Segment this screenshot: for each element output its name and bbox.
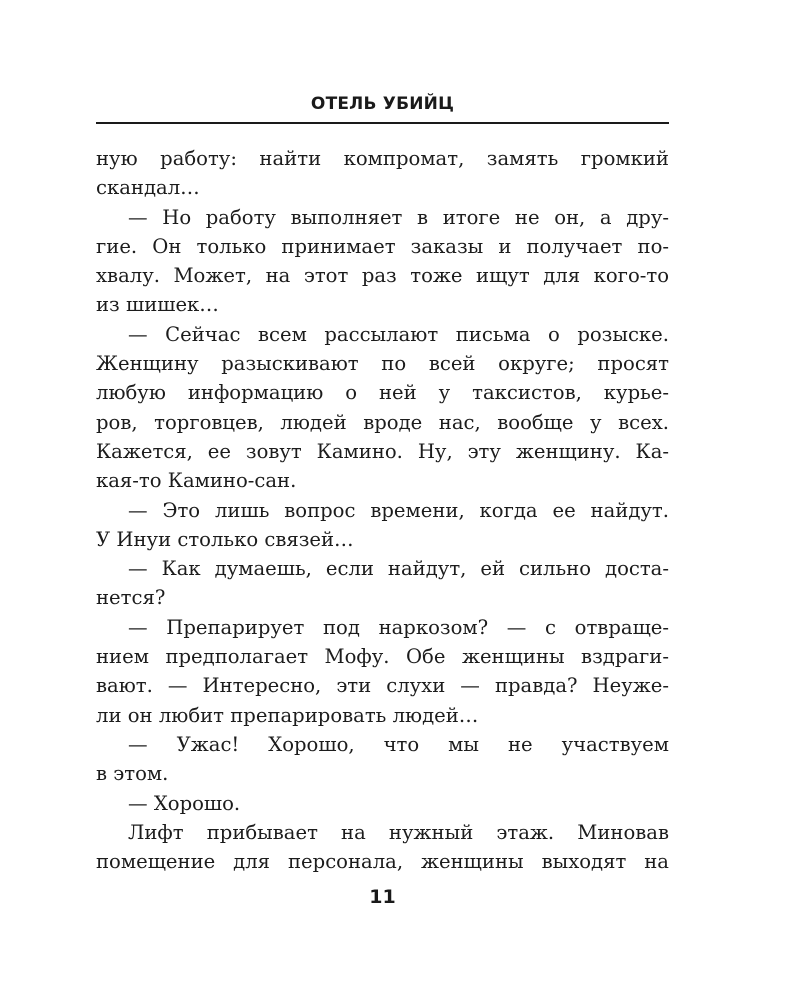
text-line: ную работу: найти компромат, замять громкий bbox=[96, 147, 669, 170]
text-line: гие. Он только принимает заказы и получает по- bbox=[96, 234, 669, 258]
text-line: вают. — Интересно, эти слухи — правда? Неуже- bbox=[96, 674, 669, 698]
text-line: Кажется, ее зовут Камино. Ну, эту женщину. Ка- bbox=[96, 439, 669, 463]
text-line: — Ужас! Хорошо, что мы не участвуем bbox=[128, 732, 669, 756]
body-text bbox=[96, 144, 669, 876]
text-line: — Препарирует под наркозом? — с отвраще- bbox=[128, 615, 669, 639]
text-line: нется? bbox=[96, 586, 166, 610]
text-line: помещение для персонала, женщины выходят на bbox=[96, 850, 669, 874]
text-line: — Как думаешь, если найдут, ей сильно доста- bbox=[128, 557, 669, 581]
text-line: — Но работу выполняет в итоге не он, а дру- bbox=[128, 205, 669, 229]
text-line: Лифт прибывает на нужный этаж. Миновав bbox=[128, 820, 669, 844]
text-line: кая-то Камино-сан. bbox=[96, 469, 297, 493]
running-title: ОТЕЛЬ УБИЙЦ bbox=[310, 94, 455, 114]
text-line: в этом. bbox=[96, 762, 169, 786]
text-line: ли он любит препарировать людей… bbox=[96, 703, 479, 727]
text-line: хвалу. Может, на этот раз тоже ищут для кого-то bbox=[96, 264, 669, 288]
text-line: из шишек… bbox=[96, 293, 219, 317]
text-line: — Это лишь вопрос времени, когда ее найдут. bbox=[128, 498, 669, 522]
text-line: нием предполагает Мофу. Обе женщины вздраги- bbox=[96, 645, 669, 669]
text-line: — Хорошо. bbox=[128, 791, 241, 815]
text-line: — Сейчас всем рассылают письма о розыске. bbox=[128, 322, 669, 346]
text-line: ров, торговцев, людей вроде нас, вообще у всех. bbox=[96, 410, 669, 434]
page-number: 11 bbox=[369, 886, 396, 908]
header-rule bbox=[96, 122, 669, 124]
text-line: любую информацию о ней у таксистов, курье- bbox=[96, 381, 669, 405]
text-line: У Инуи столько связей… bbox=[96, 527, 354, 551]
text-line: скандал… bbox=[96, 176, 200, 200]
text-line: Женщину разыскивают по всей округе; просят bbox=[96, 352, 669, 376]
